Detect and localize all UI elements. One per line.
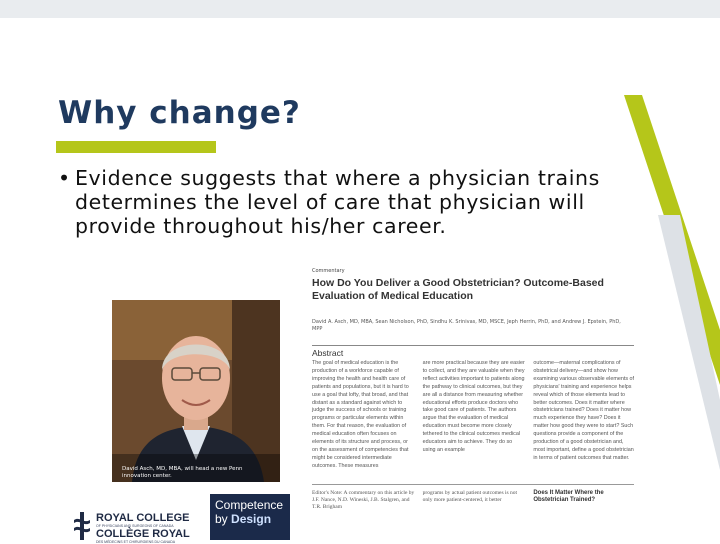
bullet-text: Evidence suggests that where a physician trains determines the level of care that physician will provide throughout his/her career. [75,166,600,238]
royal-college-fr: COLLÈGE ROYAL [96,528,190,540]
abstract-column: The goal of medical education is the production of a workforce capable of improving the health and health care of patients and populations, but it is hard to use a goal that lofty, that broad, and that distant as a standard against which to judge the success of schools or training programs or particular elements within them. For that reason, the evaluation of medical education often focuses on elements of its structure and process, or on the assessment of competencies that might be considered intermediate outcomes. These measures [312,360,409,469]
bullet-symbol: • [58,166,71,190]
cbd-line2 [215,513,271,526]
royal-college-crest-icon [72,512,92,540]
royal-college-logo [64,512,204,544]
article-title: How Do You Deliver a Good Obstetrician? Outcome-Based Evaluation of Medical Education [312,277,604,302]
article-excerpt [300,262,640,540]
photo-caption: David Asch, MD, MBA, will head a new Penn innovation center. [122,466,243,479]
author-photo [112,300,280,482]
abstract-column: are more practical because they are easier to collect, and they are valuable when they reflect activities important to patients along the pathway to clinical outcomes, but they are all a distance from measuring whether educational efforts produce doctors who take good care of patients. The authors argue that the evaluation of medical education must become more closely tethered to the clinical outcomes medical educators aim to achieve. They do so using an example [422,360,525,453]
cbd-line1: Competence [215,498,284,512]
competence-by-design-logo [210,494,290,540]
article-footer [312,490,636,511]
royal-college-fr-sub: DES MÉDECINS ET CHIRURGIENS DU CANADA [96,540,176,544]
article-abstract-heading: Abstract [312,348,344,358]
article-header: Commentary [312,268,345,274]
cbd-by: by [215,512,228,526]
article-divider [312,345,634,346]
bullet-point [58,166,618,238]
portrait-image [112,300,280,482]
slide-title: Why change? [58,95,301,131]
royal-college-en-sub: OF PHYSICIANS AND SURGEONS OF CANADA [96,524,174,528]
article-divider-bottom [312,484,634,485]
article-authors: David A. Asch, MD, MBA, Sean Nicholson, PhD, Sindhu K. Srinivas, MD, MSCE, Jeph Herrin, PhD, and Andrew J. Epstein, PhD, MPP [312,319,621,332]
article-abstract-columns [312,360,636,480]
title-underline [56,141,216,153]
footer-heading: Does It Matter Where the Obstetrician Trained? [533,490,604,503]
cbd-design: Design [231,512,272,526]
royal-college-en: ROYAL COLLEGE [96,512,190,524]
footer-text: programs by actual patient outcomes is not only more patient-centered, it better [422,490,518,503]
footer-note: Editor's Note: A commentary on this article by J.F. Nance, N.D. Wineski, J.B. Stalgren, and T.R. Brigham [312,490,415,510]
abstract-column: outcome—maternal complications of obstetrical delivery—and show how examining various observable elements of physicians' training and experience helps reveal which of those elements lead to better outcomes. Does it matter where obstetricians trained? Does it matter how much experience they have? Does it matter how good they were to start? Such questions provide a component of the production of a good obstetrician and, most important, define a good obstetrician in terms of patient outcomes that matter. [533,360,635,461]
